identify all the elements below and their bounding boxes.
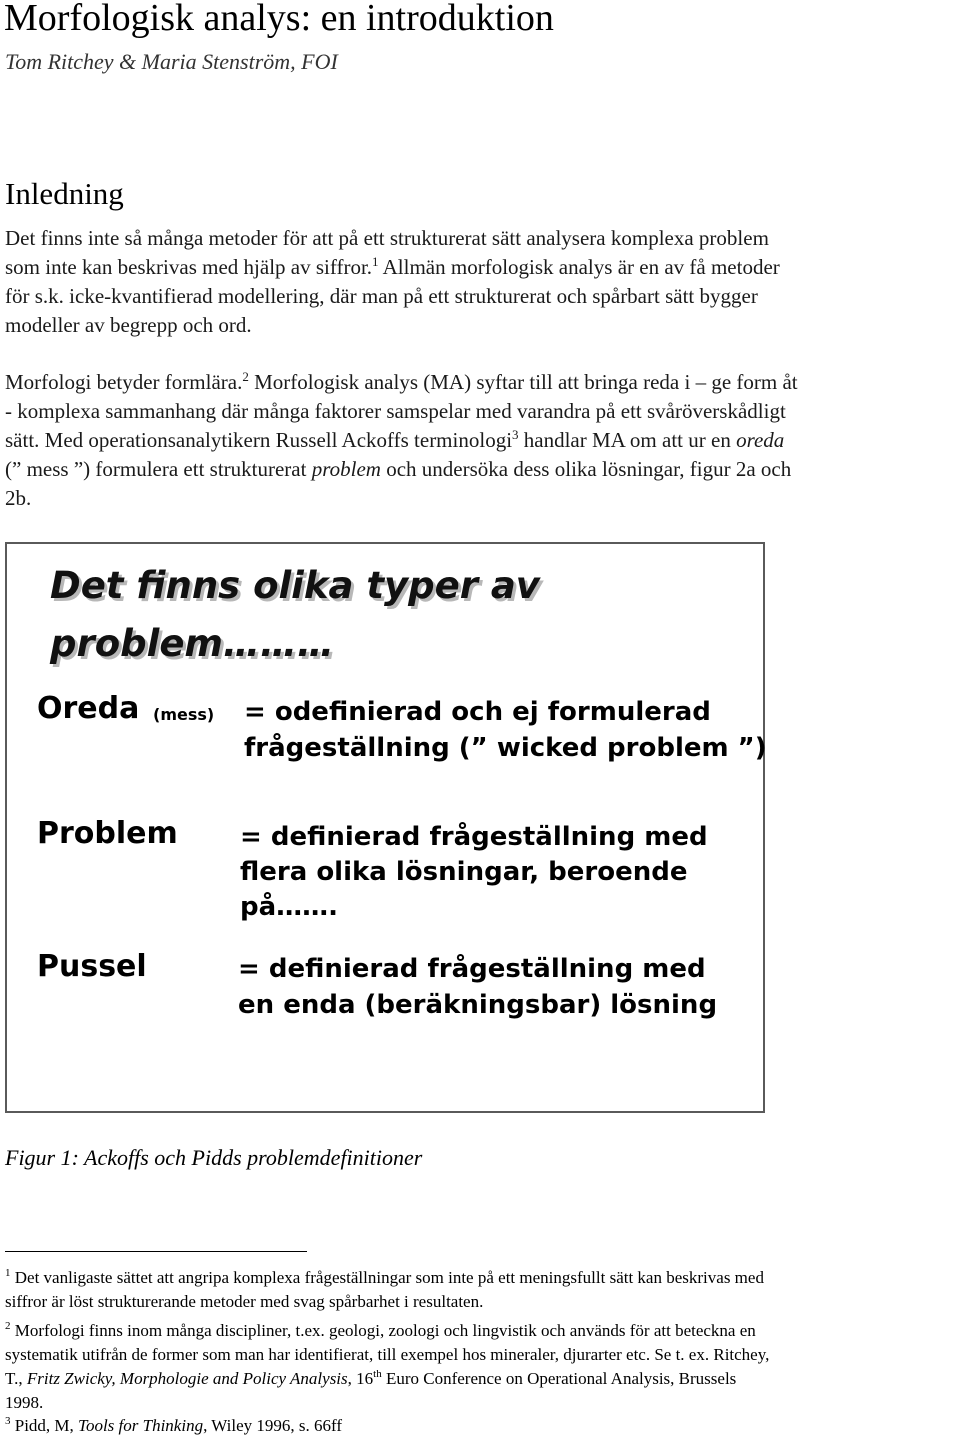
text-line xyxy=(5,1319,960,1343)
text-line xyxy=(5,426,960,455)
figure-title-line-2: problem……… xyxy=(50,622,334,665)
term-pussel: Pussel xyxy=(37,949,147,984)
footnote-number: 3 xyxy=(5,1415,11,1427)
text-line xyxy=(5,455,960,484)
text-run: , Wiley 1996, s. 66ff xyxy=(203,1416,343,1435)
text-line: 1998. xyxy=(5,1393,44,1412)
def-problem-line-2: flera olika lösningar, beroende xyxy=(240,857,688,887)
text-run: och undersöka dess olika lösningar, figur 2a och xyxy=(380,457,792,481)
document-title: Morfologisk analys: en introduktion xyxy=(4,0,554,39)
text-run: Morfologi finns inom många discipliner, t.ex. geologi, zoologi och lingvistik och används för att beteckna en xyxy=(10,1321,756,1340)
figure-caption: Figur 1: Ackoffs och Pidds problemdefinitioner xyxy=(5,1145,423,1170)
text-line: modeller av begrepp och ord. xyxy=(5,313,252,337)
term-problem: Problem xyxy=(37,816,178,851)
text-line xyxy=(5,368,960,397)
footnote-number: 2 xyxy=(5,1320,11,1332)
italic-term-oreda: oreda xyxy=(736,428,785,452)
text-line xyxy=(5,1367,960,1391)
authors-line: Tom Ritchey & Maria Stenström, FOI xyxy=(5,49,338,74)
text-run: Pidd, M, xyxy=(10,1416,79,1435)
footnote-separator xyxy=(5,1251,307,1252)
text-run: Morfologisk analys (MA) syftar till att bringa reda i – ge form åt xyxy=(248,370,798,394)
text-line: för s.k. icke-kvantifierad modellering, där man på ett strukturerat och spårbart sätt bygger xyxy=(5,284,758,308)
paragraph-morphology xyxy=(5,368,960,513)
def-oreda-line-2: frågeställning (” wicked problem ”) xyxy=(244,733,767,763)
footnote-1 xyxy=(5,1266,960,1314)
text-run: T., xyxy=(5,1369,27,1388)
def-pussel-line-1: = definierad frågeställning med xyxy=(238,954,706,984)
text-run: (” mess ”) formulera ett strukturerat xyxy=(5,457,312,481)
text-line xyxy=(5,1266,960,1290)
text-run: som inte kan beskrivas med hjälp av siffror. xyxy=(5,255,373,279)
text-run: Allmän morfologisk analys är en av få metoder xyxy=(378,255,780,279)
text-run: Morfologi betyder formlära. xyxy=(5,370,243,394)
text-run: Euro Conference on Operational Analysis, Brussels xyxy=(381,1369,737,1388)
ordinal-suffix: th xyxy=(373,1368,382,1380)
term-oreda: Oreda xyxy=(37,691,140,726)
text-line: siffror är löst strukturerande metoder med svag spårbarhet i resultaten. xyxy=(5,1292,484,1311)
text-run: handlar MA om att ur en xyxy=(518,428,737,452)
def-problem-line-1: = definierad frågeställning med xyxy=(240,822,708,852)
italic-citation-title: Fritz Zwicky, Morphologie and Policy Analysis xyxy=(26,1369,348,1388)
text-line: Det finns inte så många metoder för att på ett strukturerat sätt analysera komplexa problem xyxy=(5,226,769,250)
text-line: - komplexa sammanhang där många faktorer samspelar med varandra på ett svåröverskådligt xyxy=(5,399,786,423)
text-run: Det vanligaste sättet att angripa komplexa frågeställningar som inte på ett meningsfullt sätt kan beskrivas med xyxy=(10,1268,764,1287)
italic-term-problem: problem xyxy=(311,457,381,481)
footnote-ref-1[interactable]: 1 xyxy=(372,254,379,269)
text-line: systematik utifrån de former som man har identifierat, till exempel hos mineraler, djurarter etc. Se t. ex. Ritchey, xyxy=(5,1345,770,1364)
def-problem-line-3: på……. xyxy=(240,892,339,922)
text-line: 2b. xyxy=(5,486,32,510)
text-line xyxy=(5,1414,960,1438)
footnote-3 xyxy=(5,1414,960,1438)
italic-book-title: Tools for Thinking xyxy=(78,1416,204,1435)
section-heading: Inledning xyxy=(5,176,124,211)
footnote-ref-3[interactable]: 3 xyxy=(512,427,519,442)
figure-title-line-1: Det finns olika typer av xyxy=(50,564,540,607)
footnote-ref-2[interactable]: 2 xyxy=(242,369,249,384)
def-pussel-line-2: en enda (beräkningsbar) lösning xyxy=(238,990,718,1020)
text-run: sätt. Med operationsanalytikern Russell Ackoffs terminologi xyxy=(5,428,513,452)
text-run: , 16 xyxy=(347,1369,374,1388)
footnote-2 xyxy=(5,1319,960,1415)
term-oreda-note: (mess) xyxy=(153,705,215,724)
footnote-number: 1 xyxy=(5,1267,11,1279)
def-oreda-line-1: = odefinierad och ej formulerad xyxy=(244,697,711,727)
paragraph-intro xyxy=(5,224,960,340)
text-line xyxy=(5,253,960,282)
